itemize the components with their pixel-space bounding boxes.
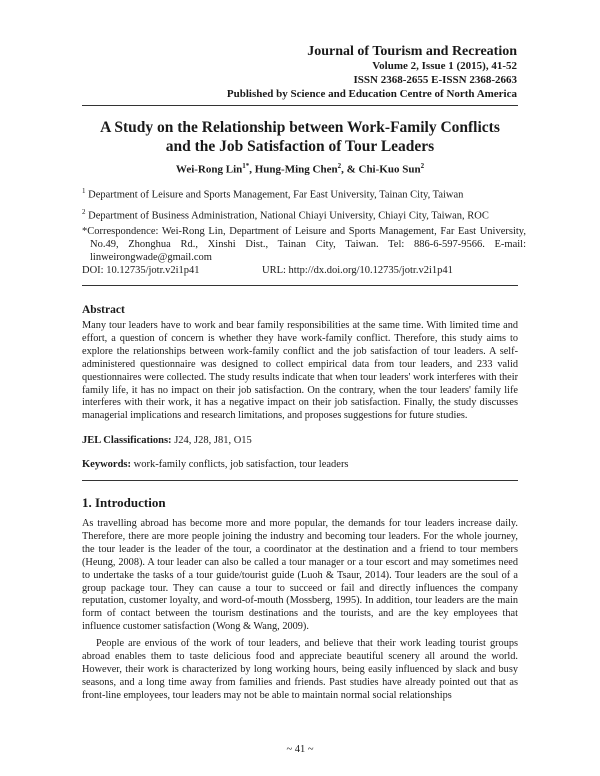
journal-issn: ISSN 2368-2655 E-ISSN 2368-2663 [353, 74, 517, 86]
author-1: Wei-Rong Lin [175, 163, 243, 176]
journal-name: Journal of Tourism and Recreation [307, 44, 517, 59]
keywords [82, 459, 349, 470]
abstract-divider-bottom [82, 480, 518, 481]
author-2: Hung-Ming Chen [254, 163, 338, 176]
header-divider [82, 105, 518, 106]
journal-publisher: Published by Science and Education Centre of North America [226, 88, 517, 100]
jel-value: J24, J28, J81, O15 [171, 435, 252, 446]
author-list [82, 162, 518, 176]
jel-classifications [82, 435, 252, 446]
correspondence: *Correspondence: Wei-Rong Lin, Department of Leisure and Sports Management, Far East University, No.49, Zhonghua Rd., Xinshi Dist., Tainan City, Taiwan. Tel: 886-6-597-9566. E-mail: linweirongwade@gmail.com [82, 226, 526, 263]
affiliation-1-mark: 1 [82, 187, 86, 195]
author-separator-2: , & [341, 163, 359, 176]
url-link[interactable]: URL: http://dx.doi.org/10.12735/jotr.v2i1p41 [262, 265, 453, 276]
author-separator-1: , [249, 163, 255, 176]
abstract-heading: Abstract [82, 304, 125, 316]
affiliation-2 [82, 206, 518, 223]
author-3: Chi-Kuo Sun [358, 163, 421, 176]
paper-title [82, 118, 518, 156]
doi: DOI: 10.12735/jotr.v2i1p41 [82, 265, 200, 276]
abstract-text: Many tour leaders have to work and bear family responsibilities at the same time. With limited time and effort, a question of concern is whether they have work-family conflict. Therefore, this study aims to explore the relationships between work-family conflict and the job satisfaction of tour leaders. A self-administered questionnaire was designed to collect empirical data from tour leaders, and 233 valid questionnaires were collected. The study results indicate that when tour leaders' work interferes with their family life, it has no impact on their job satisfaction. On the contrary, when the tour leaders' family life interferes with their work, it has a negative impact on their job satisfaction. Finally, the study discusses managerial implications and research limitations, and proposes suggestions for future studies. [82, 320, 518, 422]
introduction-paragraph-1: As travelling abroad has become more and more popular, the demands for tour leaders increase daily. Therefore, there are more people joining the industry and becoming tour leaders. For the whole journey, the tour leader is the leader of the tour, a coordinator at the destination and a friend to tour members (Heung, 2008). A tour leader can also be called a tour manager or a tour escort and may sometimes need to undertake the tasks of a tour guide/tourist guide (Luoh & Tsaur, 2014). Tour leaders are the soul of a group package tour. They can cause a tour to succeed or fail and directly influences the company reputation, customer loyalty, and word-of-mouth (Mossberg, 1995). In addition, tour leaders are the main form of contact between the tourism destinations and the tourists, and are the key employees that influence customer satisfaction (Wong & Wang, 2009). [82, 518, 518, 633]
jel-label: JEL Classifications: [82, 435, 172, 446]
keywords-label: Keywords: [82, 459, 131, 470]
paper-title-line-1: A Study on the Relationship between Work-Family Conflicts [100, 119, 500, 136]
introduction-heading: 1. Introduction [82, 495, 166, 510]
journal-volume: Volume 2, Issue 1 (2015), 41-52 [372, 60, 517, 72]
paper-title-line-2: and the Job Satisfaction of Tour Leaders [165, 138, 435, 155]
author-3-mark: 2 [420, 162, 425, 170]
author-1-mark: 1* [242, 162, 250, 170]
affiliation-2-text: Department of Business Administration, National Chiayi University, Chiayi City, Taiwan, ROC [85, 210, 489, 222]
abstract-divider-top [82, 285, 518, 286]
page-number: ~ 41 ~ [286, 744, 314, 755]
author-2-mark: 2 [337, 162, 342, 170]
introduction-paragraph-2: People are envious of the work of tour leaders, and believe that their work leading tourist groups abroad enables them to taste delicious food and appreciate beautiful scenery all around the world. However, their work is characterized by long working hours, being easily influenced by slack and busy seasons, and a long time away from families and friends. Past studies have already pointed out that as front-line employees, tour leaders may not be able to maintain normal social relationships [82, 638, 518, 701]
affiliation-2-mark: 2 [82, 208, 86, 216]
keywords-value: work-family conflicts, job satisfaction, tour leaders [131, 459, 349, 470]
affiliation-1-text: Department of Leisure and Sports Management, Far East University, Tainan City, Taiwan [85, 189, 464, 201]
affiliation-1 [82, 185, 518, 202]
